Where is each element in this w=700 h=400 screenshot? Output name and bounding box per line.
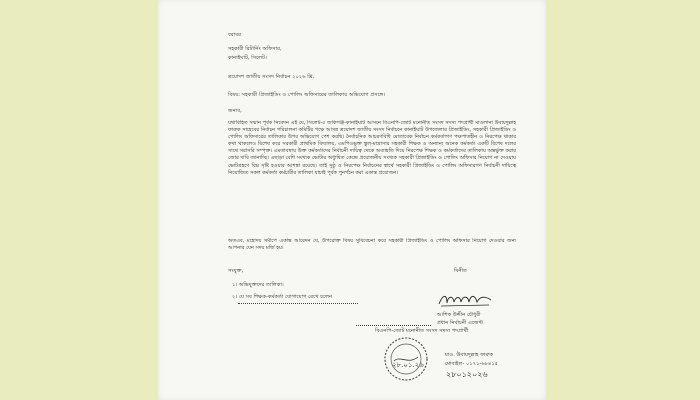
body-paragraph-1: যথাবিহিত সম্মান পূর্বক নিবেদন এই যে, সিলেট-৫ জকিগঞ্জ-কানাইঘাট আসনে বিএনপি-জোট মনোনীত সংসদ সদস্য পদপ্রার্থী মাওলানা উবায়দুল্লাহ ফারুক সাহেবের নির্বাচন পরিচালনা কমিটির পক্ষে আসন্ন ত্রয়োদশ জাতীয় সংসদ নির্বাচনে কানাইঘাট উপজেলার প্রিজাইডিং, সহকারী প্রিজাইডিং ও পোলিং অফিসারের তালিকার উপর অভিযোগ পেশ করছি। নৈর্বাচনিক আচরণবিধি মোতাবেক নির্বাচন কর্মকর্তাগণ পক্ষপাতহীন ও নিরপেক্ষ থাকার কথা থাকলেও বিশেষ করে সরকারী প্রাথমিক বিদ্যালয়, এমপিওভুক্ত স্কুল-মাদ্রাসার সহকারী শিক্ষক ও অন্যান্য অনেক কর্মকর্তা একটি বিশেষ দলের সাথে সরাসরি সম্পৃক্ত। এমতাবস্থায় উক্ত কর্মকর্তাদের নির্বাচনী দায়িত্ব থেকে অব্যাহতি দিয়ে নিরপেক্ষ শিক্ষক ও কর্মকর্তাদের তালিকায় অন্তর্ভুক্ত করার জোর দাবি জানাচ্ছি। এছাড়া বেশি সংখ্যক ভোটার অধ্যুষিত কেন্দ্রে প্রয়োজনীয় সংখ্যক সহকারী প্রিজাইডিং ও পোলিং অফিসার নিয়োগ না দেওয়ায় ভোটগ্রহণে বিঘ্ন সৃষ্টি হওয়ার আশঙ্কা রয়েছে। তাই সুষ্ঠু ও নিরপেক্ষ নির্বাচনের স্বার্থে সহকারী প্রিজাইডিং ও পোলিং অফিসারগণ নির্বাচনী দায়িত্বে নিয়োজিত সকল কর্মকর্তা কর্মচারীর তালিকা যাচাই পূর্বক পুনর্গঠন করা একান্ত প্রয়োজন। xyxy=(228,120,516,176)
salutation: জনাব, xyxy=(228,108,242,114)
footer-candidate: মাও. উবায়দুল্লাহ ফারুক xyxy=(445,352,494,358)
closing-word: বিনীত xyxy=(454,268,467,274)
seal-date-text: ২৮.০১.২৬ xyxy=(392,361,424,369)
reference-line: ত্রয়োদশ জাতীয় সংসদ নির্বাচন ২০২৬ খ্রি. xyxy=(228,74,315,80)
separator-dots xyxy=(356,325,431,326)
body-paragraph-2: অতএব, মহোদয় সমীপে একান্ত আবেদন যে, উপরোক্ত বিষয় সুবিবেচনা করে সহকারী প্রিজাইডিং ও পোলিং অফিসার নিয়োগ দেওয়ার জন্য আপনার যেন সদয় মর্জি হয়। xyxy=(228,238,516,252)
enclosure-item-1: ১। অভিযুক্তদের তালিকা। xyxy=(232,282,284,288)
signer-role: প্রধান নির্বাচনী এজেন্ট xyxy=(437,320,483,326)
footer-mobile: মোবাইল- ০১৭১-৬৮৪১৫ xyxy=(445,361,499,367)
enclosure-underline xyxy=(238,303,358,304)
letter-page xyxy=(158,0,546,400)
official-seal-icon xyxy=(382,335,430,383)
recipient-title: সহকারী রিটার্নিং অফিসার, xyxy=(228,46,282,52)
enclosure-label: সংযুক্ত, xyxy=(228,268,244,274)
recipient-place: কানাইঘাট, সিলেট। xyxy=(228,55,267,61)
signature-icon xyxy=(435,290,495,310)
signer-name: আশিক উদ্দীন চৌধুরী xyxy=(437,312,481,318)
footer-line: বিএনপি-জোট মনোনীত সংসদ সদস্য পদপ্রার্থী xyxy=(375,328,469,334)
handwritten-date: ২৮০১২০২৬ xyxy=(446,370,488,379)
subject-line: বিষয়: সহকারী প্রিজাইডিং ও পোলিং অফিসারের তালিকায় অভিযোগ প্রসঙ্গে। xyxy=(228,92,386,98)
enclosure-item-2: ২। যে সব শিক্ষক-কর্মকর্তা যোগাযোগ রেখে চলেন xyxy=(232,294,333,300)
to-label: বরাবর xyxy=(228,32,241,38)
